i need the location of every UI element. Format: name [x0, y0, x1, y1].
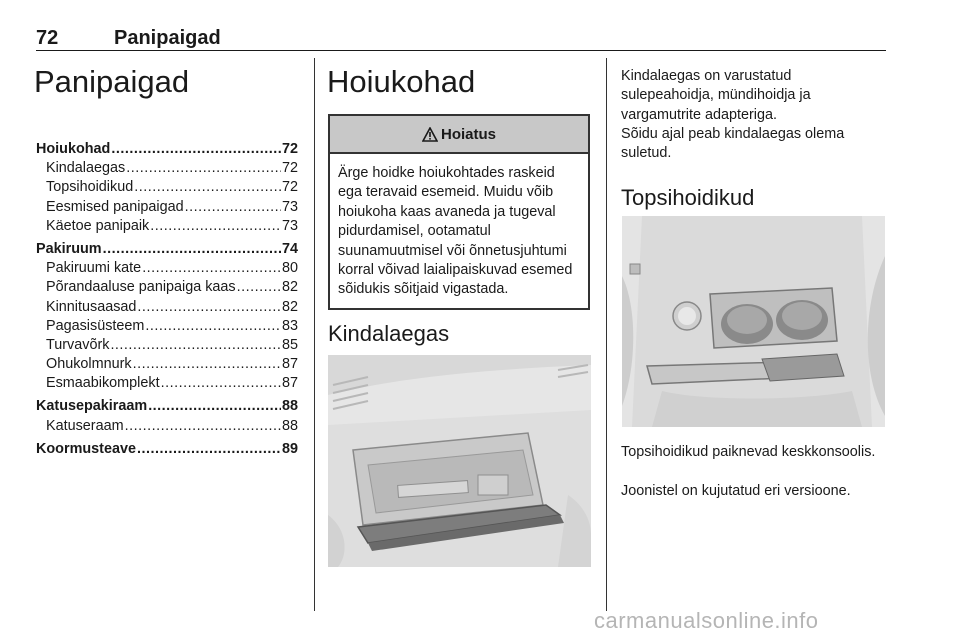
toc-entry-label: Eesmised panipaigad — [46, 198, 184, 215]
toc-entry[interactable] — [36, 298, 298, 317]
toc-entry-label: Pagasisüsteem — [46, 317, 145, 334]
watermark: carmanualsonline.info — [594, 608, 819, 633]
section-heading-hoiukohad: Hoiukohad — [327, 64, 476, 99]
toc-entry-page: 80 — [281, 260, 298, 277]
toc-entry-page: 89 — [281, 440, 298, 457]
toc-entry[interactable] — [36, 240, 298, 259]
page-header — [36, 27, 886, 49]
toc-entry-page: 73 — [281, 217, 298, 234]
toc-entry-page: 88 — [281, 398, 298, 415]
toc-entry-page: 87 — [281, 356, 298, 373]
paragraph-versions-note: Joonistel on kujutatud eri versioone. — [621, 483, 851, 499]
toc-entry-label: Pakiruum — [36, 240, 102, 257]
warning-triangle-icon — [422, 127, 438, 142]
warning-header — [330, 116, 588, 154]
toc-leader-dots — [125, 417, 281, 436]
toc-entry-label: Koormusteave — [36, 440, 136, 457]
column-divider-right — [606, 58, 607, 611]
toc-leader-dots — [148, 397, 281, 416]
toc-leader-dots — [103, 240, 281, 259]
table-of-contents — [36, 140, 298, 459]
toc-leader-dots — [150, 217, 281, 236]
toc-entry-label: Käetoe panipaik — [46, 217, 150, 234]
toc-entry[interactable] — [36, 159, 298, 178]
section-heading-topsihoidikud: Topsihoidikud — [621, 185, 755, 210]
toc-entry[interactable] — [36, 178, 298, 197]
glovebox-illustration — [328, 355, 591, 567]
toc-entry-label: Katusepakiraam — [36, 398, 148, 415]
page-number: 72 — [36, 27, 59, 49]
toc-leader-dots — [110, 336, 281, 355]
toc-entry[interactable] — [36, 198, 298, 217]
toc-entry[interactable] — [36, 440, 298, 459]
toc-entry-label: Kindalaegas — [46, 160, 126, 177]
toc-entry[interactable] — [36, 355, 298, 374]
paragraph-cupholder-location: Topsihoidikud paiknevad keskkonsoolis. — [621, 444, 876, 460]
chapter-title: Panipaigad — [34, 64, 190, 99]
paragraph-glovebox-closed: Sõidu ajal peab kindalaegas olema suletud. — [621, 126, 845, 162]
toc-entry-label: Kinnitusaasad — [46, 298, 137, 315]
toc-entry[interactable] — [36, 217, 298, 236]
toc-entry[interactable] — [36, 374, 298, 393]
toc-entry[interactable] — [36, 417, 298, 436]
toc-entry[interactable] — [36, 397, 298, 416]
toc-entry-label: Ohukolmnurk — [46, 356, 132, 373]
toc-leader-dots — [145, 317, 281, 336]
toc-leader-dots — [237, 278, 281, 297]
column-divider-left — [314, 58, 315, 611]
header-title: Panipaigad — [114, 27, 221, 49]
toc-entry-page: 88 — [281, 417, 298, 434]
toc-entry[interactable] — [36, 259, 298, 278]
toc-entry-page: 87 — [281, 375, 298, 392]
toc-leader-dots — [126, 159, 281, 178]
warning-title: Hoiatus — [440, 125, 496, 143]
toc-leader-dots — [111, 140, 281, 159]
toc-leader-dots — [137, 440, 281, 459]
toc-entry[interactable] — [36, 317, 298, 336]
toc-entry-page: 83 — [281, 317, 298, 334]
toc-entry-page: 74 — [281, 240, 298, 257]
toc-entry-page: 73 — [281, 198, 298, 215]
toc-leader-dots — [161, 374, 281, 393]
toc-entry-label: Katuseraam — [46, 417, 124, 434]
toc-entry-page: 85 — [281, 336, 298, 353]
toc-entry-page: 72 — [281, 179, 298, 196]
toc-entry-label: Esmaabikomplekt — [46, 375, 160, 392]
toc-leader-dots — [185, 198, 281, 217]
warning-box — [328, 114, 590, 310]
toc-entry-page: 72 — [281, 160, 298, 177]
header-rule — [36, 50, 886, 51]
cupholder-illustration — [622, 216, 885, 427]
toc-entry-label: Topsihoidikud — [46, 179, 134, 196]
warning-text: Ärge hoidke hoiukohtades raskeid ega teravaid esemeid. Muidu võib hoiukoha kaas avaneda ja tugeval pidurdamisel, ootamatul suunamuutmisel või õnnetusjuhtumi korral võivad laialipaiskuvad esemed sõidukis sõitjaid vigastada. — [338, 165, 573, 298]
toc-entry-label: Pakiruumi kate — [46, 260, 142, 277]
toc-entry-label: Turvavõrk — [46, 336, 110, 353]
toc-entry-page: 72 — [281, 141, 298, 157]
toc-entry[interactable] — [36, 140, 298, 159]
toc-leader-dots — [134, 178, 281, 197]
paragraph-glovebox-equipment: Kindalaegas on varustatud sulepeahoidja, mündihoidja ja vargamutrite adapteriga. — [621, 68, 811, 123]
toc-leader-dots — [137, 298, 281, 317]
toc-entry[interactable] — [36, 278, 298, 297]
toc-entry-page: 82 — [281, 279, 298, 296]
toc-leader-dots — [133, 355, 281, 374]
toc-entry[interactable] — [36, 336, 298, 355]
toc-entry-label: Hoiukohad — [36, 141, 111, 157]
toc-leader-dots — [142, 259, 281, 278]
toc-entry-label: Põrandaaluse panipaiga kaas — [46, 279, 236, 296]
section-heading-kindalaegas: Kindalaegas — [328, 321, 450, 346]
toc-entry-page: 82 — [281, 298, 298, 315]
